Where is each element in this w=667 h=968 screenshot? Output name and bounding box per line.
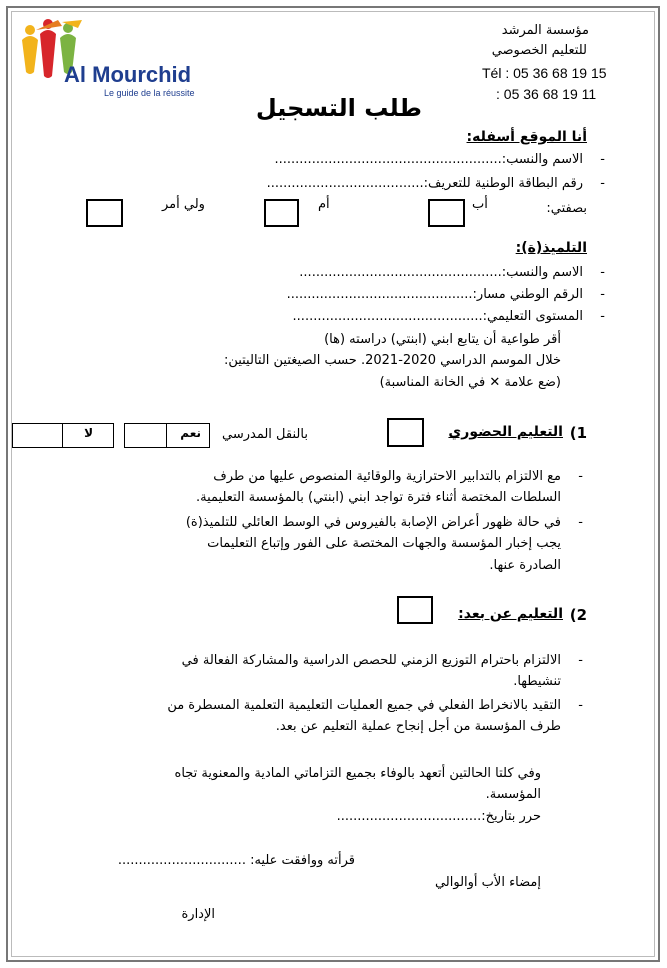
label-guardian: ولي أمر [162, 197, 205, 212]
checkbox-father[interactable] [428, 199, 465, 227]
option2-item1-line1: - الالتزام باحترام التوزيع الزمني للحصص الدراسية والمشاركة الفعالة في [182, 652, 561, 670]
checkbox-transport-yes[interactable] [124, 423, 210, 448]
option1-item1-line1: - مع الالتزام بالتدابير الاحترازية والوقائية المنصوص عليها من طرف [213, 468, 561, 486]
signer-name-field[interactable]: - الاسم والنسب:....................................................... [275, 151, 584, 169]
option2-title: التعليم عن بعد: [458, 606, 563, 622]
institution-name-line1: مؤسسة المرشد [501, 23, 589, 38]
logo-tagline: Le guide de la réussite [104, 88, 195, 98]
institution-tel-1: Tél : 05 36 68 19 15 [482, 65, 607, 81]
closing-line1: وفي كلتا الحالتين أتعهد بالوفاء بجميع التزاماتي المادية والمعنوية تجاه [174, 766, 541, 781]
capacity-label: بصفتي: [546, 201, 587, 216]
checkbox-in-person[interactable] [387, 418, 424, 447]
declaration-line2: خلال الموسم الدراسي 2020-2021. حسب الصيغتين التاليتين: [223, 353, 561, 368]
signer-heading: أنا الموقع أسفله: [466, 129, 587, 145]
checkbox-guardian[interactable] [86, 199, 123, 227]
logo [16, 18, 216, 98]
signer-id-field[interactable]: - رقم البطاقة الوطنية للتعريف:...................................... [267, 175, 583, 193]
transport-no-label: لا [84, 426, 93, 440]
option2-item2-line2: طرف المؤسسة من أجل إنجاح عملية التعليم عن بعد. [275, 719, 561, 734]
student-massar-field[interactable]: - الرقم الوطني مسار:............................................. [287, 286, 583, 304]
page-title: طلب التسجيل [255, 94, 422, 122]
transport-label: بالنقل المدرسي [222, 427, 308, 442]
logo-brand: Al Mourchid [64, 62, 192, 87]
closing-line2: المؤسسة. [485, 787, 541, 802]
student-level-field[interactable]: - المستوى التعليمي:.............................................. [293, 308, 583, 326]
parent-signature-label: إمضاء الأب أوالوالي [434, 875, 541, 890]
read-approved-field[interactable]: قرأته ووافقت عليه: ............................... [117, 853, 355, 868]
checkbox-transport-no[interactable] [12, 423, 114, 448]
declaration-line3: (ضع علامة ✕ في الخانة المناسبة) [379, 375, 561, 390]
institution-tel-2: : 05 36 68 19 11 [496, 86, 597, 102]
option1-number: 1) [569, 424, 587, 442]
option2-number: 2) [569, 606, 587, 624]
date-field[interactable]: حرر بتاريخ:................................... [336, 809, 541, 824]
declaration-line1: أقر طواعية أن يتابع ابني (ابنتي) دراسته (ها) [324, 332, 561, 347]
option1-item1-line2: السلطات المختصة أثناء فترة تواجد ابني (ابنتي) بالمؤسسة التعليمية. [195, 490, 561, 505]
checkbox-mother[interactable] [264, 199, 299, 227]
transport-yes-label: نعم [180, 426, 201, 440]
option1-item2-line3: الصادرة عنها. [489, 558, 561, 573]
option1-item2-line2: يجب إخبار المؤسسة والجهات المختصة على الفور وإتباع التعليمات [207, 536, 561, 551]
checkbox-remote[interactable] [397, 596, 433, 624]
option2-item2-line1: - التقيد بالانخراط الفعلي في جميع العمليات التعليمية التعلمية المسطرة من [167, 697, 561, 715]
option1-item2-line1: - في حالة ظهور أعراض الإصابة بالفيروس في الوسط العائلي للتلميذ(ة) [186, 514, 561, 532]
institution-name-line2: للتعليم الخصوصي [491, 43, 587, 58]
label-mother: أم [318, 197, 330, 212]
student-heading: التلميذ(ة): [515, 240, 587, 256]
option2-item1-line2: تنشيطها. [513, 674, 561, 689]
option1-title: التعليم الحضوري [448, 424, 563, 440]
administration-label: الإدارة [181, 907, 215, 922]
student-name-field[interactable]: - الاسم والنسب:................................................. [299, 264, 583, 282]
label-father: أب [472, 197, 488, 212]
